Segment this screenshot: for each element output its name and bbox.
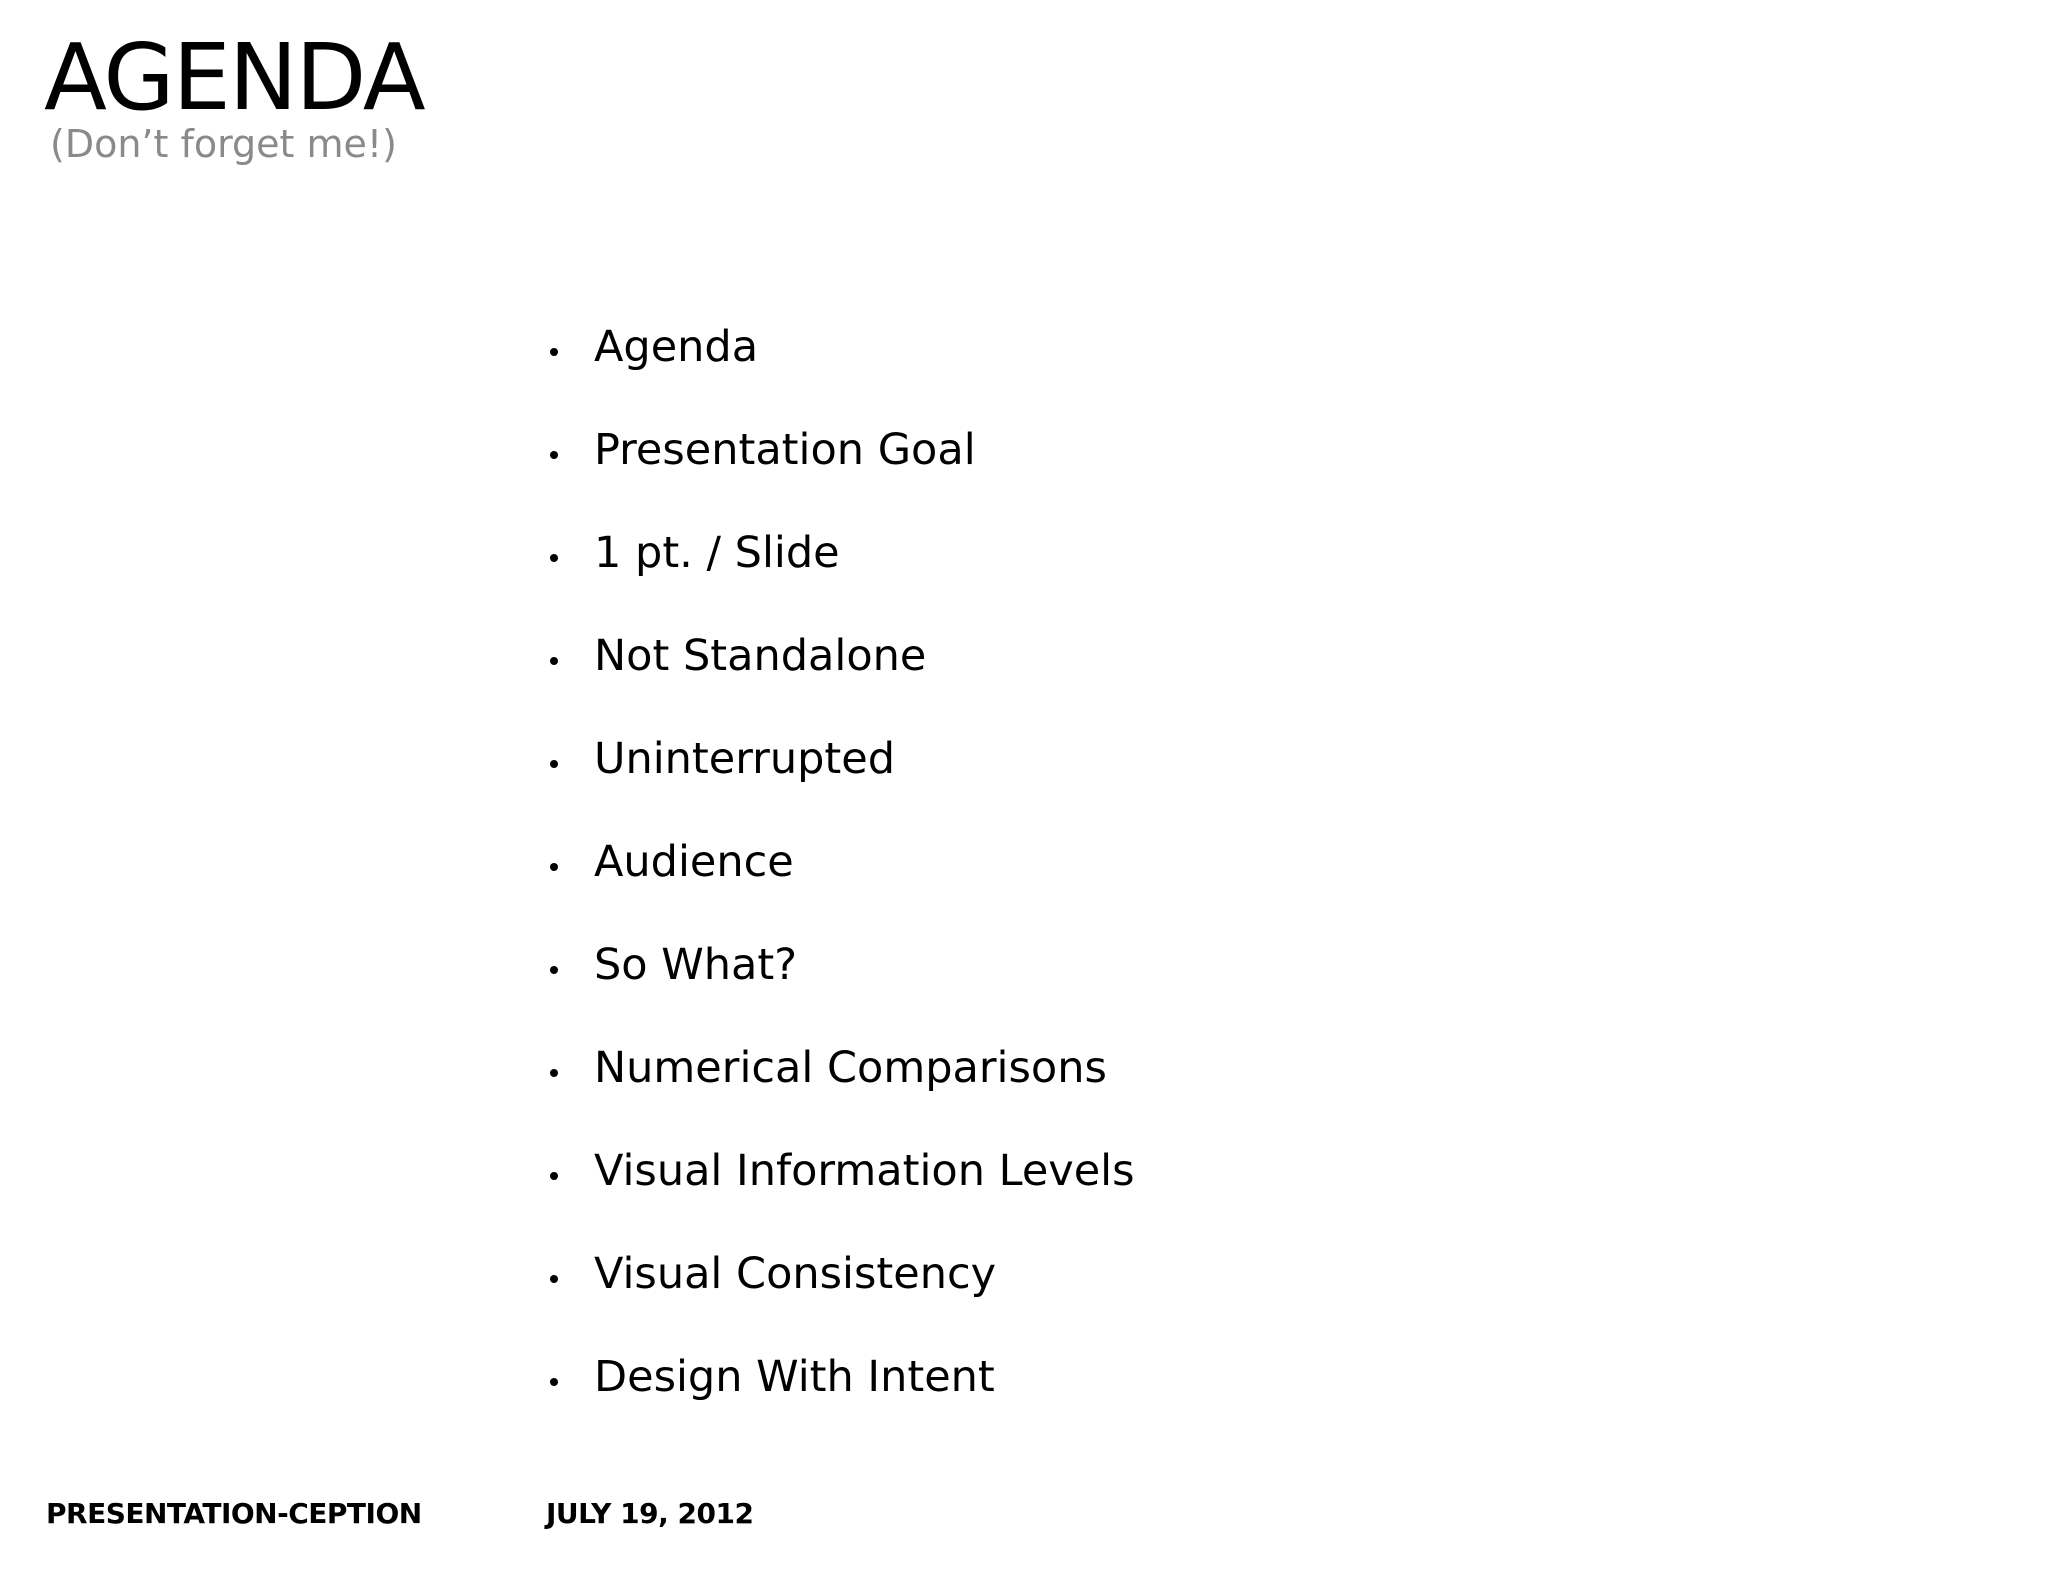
- bullet-dot-icon: [550, 1172, 558, 1180]
- bullet-dot-icon: [550, 1378, 558, 1386]
- footer-presentation-name: PRESENTATION-CEPTION: [46, 1497, 422, 1530]
- bullet-dot-icon: [550, 348, 558, 356]
- bullet-dot-icon: [550, 451, 558, 459]
- agenda-item-label: Presentation Goal: [594, 425, 976, 475]
- agenda-item-label: Audience: [594, 837, 794, 887]
- bullet-dot-icon: [550, 1069, 558, 1077]
- agenda-item-label: Agenda: [594, 322, 759, 372]
- agenda-item-label: Not Standalone: [594, 631, 927, 681]
- agenda-item-label: Design With Intent: [594, 1352, 995, 1402]
- slide-subtitle: (Don’t forget me!): [50, 122, 397, 166]
- agenda-item-label: 1 pt. / Slide: [594, 528, 840, 578]
- agenda-item-label: So What?: [594, 940, 798, 990]
- agenda-item-label: Uninterrupted: [594, 734, 895, 784]
- bullet-dot-icon: [550, 657, 558, 665]
- bullet-dot-icon: [550, 554, 558, 562]
- slide-title: AGENDA: [44, 24, 424, 131]
- bullet-dot-icon: [550, 863, 558, 871]
- bullet-dot-icon: [550, 1275, 558, 1283]
- agenda-item-label: Visual Information Levels: [594, 1146, 1135, 1196]
- agenda-item-label: Visual Consistency: [594, 1249, 997, 1299]
- agenda-item-label: Numerical Comparisons: [594, 1043, 1107, 1093]
- footer-date: JULY 19, 2012: [546, 1497, 754, 1530]
- bullet-dot-icon: [550, 966, 558, 974]
- bullet-dot-icon: [550, 760, 558, 768]
